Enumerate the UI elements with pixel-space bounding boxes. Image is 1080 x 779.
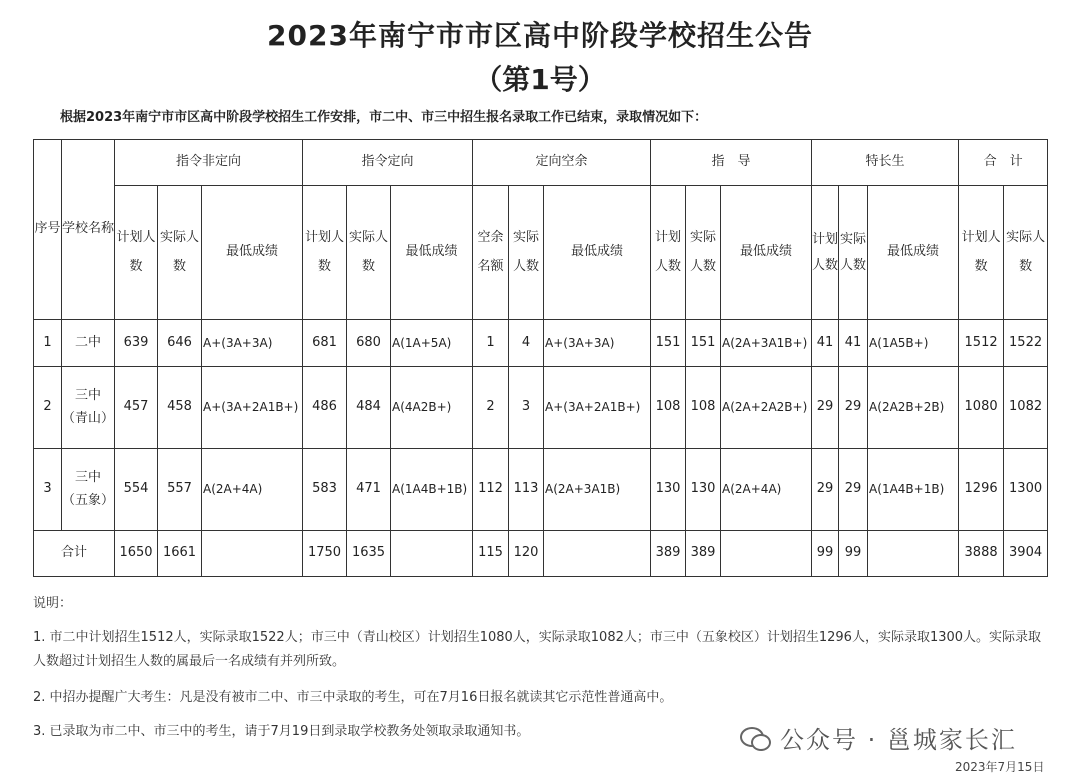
cell-a-min: A(2A+4A) <box>202 449 303 531</box>
cell-school: 二中 <box>62 320 115 367</box>
cell-total-actual: 1522 <box>1004 320 1048 367</box>
page-subtitle: （第1号） <box>474 63 606 96</box>
cell-e-plan: 29 <box>812 449 839 531</box>
cell-d-actual: 108 <box>686 367 721 449</box>
cell-b-min: A(1A4B+1B) <box>391 449 473 531</box>
cell-e-actual: 29 <box>839 449 868 531</box>
cell-e-min: A(1A5B+) <box>868 320 959 367</box>
cell-d-actual: 151 <box>686 320 721 367</box>
subheader-plan: 计划人数 <box>115 186 158 320</box>
cell-d-actual: 389 <box>686 531 721 577</box>
cell-d-plan: 130 <box>651 449 686 531</box>
subheader-actual: 实际人数 <box>509 186 544 320</box>
cell-c-vacancy: 112 <box>473 449 509 531</box>
cell-e-plan: 99 <box>812 531 839 577</box>
cell-c-actual: 3 <box>509 367 544 449</box>
cell-total-actual: 3904 <box>1004 531 1048 577</box>
cell-d-min <box>721 531 812 577</box>
cell-c-min <box>544 531 651 577</box>
subheader-vacancy: 空余名额 <box>473 186 509 320</box>
cell-e-plan: 29 <box>812 367 839 449</box>
notes-heading: 说明： <box>33 596 73 611</box>
cell-a-actual: 458 <box>158 367 202 449</box>
subheader-plan: 计划人数 <box>303 186 347 320</box>
intro-paragraph: 根据2023年南宁市市区高中阶段学校招生工作安排，市二中、市三中招生报名录取工作已结束，录取情况如下： <box>60 110 708 125</box>
cell-b-plan: 583 <box>303 449 347 531</box>
subheader-actual-vertical: 实际人数 <box>839 186 868 320</box>
cell-b-min <box>391 531 473 577</box>
table-row <box>34 320 1048 367</box>
wechat-icon <box>740 725 770 751</box>
cell-d-min: A(2A+4A) <box>721 449 812 531</box>
cell-school <box>62 367 115 449</box>
subheader-actual: 实际人数 <box>347 186 391 320</box>
cell-a-min <box>202 531 303 577</box>
subheader-plan-vertical: 计划人数 <box>812 186 839 320</box>
cell-e-min: A(1A4B+1B) <box>868 449 959 531</box>
cell-c-actual: 113 <box>509 449 544 531</box>
cell-d-plan: 151 <box>651 320 686 367</box>
subheader-actual: 实际人数 <box>686 186 721 320</box>
cell-b-actual: 1635 <box>347 531 391 577</box>
cell-e-plan: 41 <box>812 320 839 367</box>
cell-total-plan: 1512 <box>959 320 1004 367</box>
cell-total-plan: 3888 <box>959 531 1004 577</box>
cell-a-actual: 1661 <box>158 531 202 577</box>
school-campus: （五象） <box>62 492 115 508</box>
cell-d-min: A(2A+2A2B+) <box>721 367 812 449</box>
cell-c-min: A+(3A+3A) <box>544 320 651 367</box>
subheader-min: 最低成绩 <box>391 186 473 320</box>
cell-d-min: A(2A+3A1B+) <box>721 320 812 367</box>
cell-b-plan: 1750 <box>303 531 347 577</box>
header-seq: 序号 <box>34 140 62 320</box>
cell-c-min: A(2A+3A1B) <box>544 449 651 531</box>
header-group-c: 定向空余 <box>473 140 651 186</box>
cell-e-actual: 41 <box>839 320 868 367</box>
cell-total-plan: 1296 <box>959 449 1004 531</box>
cell-a-actual: 557 <box>158 449 202 531</box>
header-school: 学校名称 <box>62 140 115 320</box>
cell-c-actual: 4 <box>509 320 544 367</box>
cell-a-min: A+(3A+3A) <box>202 320 303 367</box>
cell-b-actual: 680 <box>347 320 391 367</box>
cell-d-actual: 130 <box>686 449 721 531</box>
cell-b-actual: 484 <box>347 367 391 449</box>
subheader-actual: 实际人数 <box>158 186 202 320</box>
cell-total-plan: 1080 <box>959 367 1004 449</box>
subheader-plan: 计划人数 <box>651 186 686 320</box>
watermark-text: 公众号 · 邕城家长汇 <box>780 726 1017 754</box>
header-group-d: 指 导 <box>651 140 812 186</box>
table-subheader-row <box>34 186 1048 320</box>
note-2: 2. 中招办提醒广大考生：凡是没有被市二中、市三中录取的考生，可在7月16日报名就读其它示范性普通高中。 <box>33 690 673 705</box>
subheader-actual-total: 实际人数 <box>1004 186 1048 320</box>
cell-seq: 1 <box>34 320 62 367</box>
note-1: 1. 市二中计划招生1512人，实际录取1522人；市三中（青山校区）计划招生1080人，实际录取1082人；市三中（五象校区）计划招生1296人，实际录取1300人。实际录取人数超过计划招生人数的属最后一名成绩有并列所致。 <box>33 630 1042 669</box>
cell-a-actual: 646 <box>158 320 202 367</box>
page-title: 2023年南宁市市区高中阶段学校招生公告 <box>267 19 813 52</box>
cell-a-plan: 457 <box>115 367 158 449</box>
publish-date: 2023年7月15日 <box>955 760 1045 774</box>
school-name: 三中 <box>74 388 101 404</box>
subheader-min: 最低成绩 <box>868 186 959 320</box>
cell-e-min: A(2A2B+2B) <box>868 367 959 449</box>
cell-d-plan: 108 <box>651 367 686 449</box>
table-row <box>34 367 1048 449</box>
cell-c-vacancy: 2 <box>473 367 509 449</box>
table-total-row <box>34 531 1048 577</box>
watermark <box>740 720 1017 755</box>
cell-b-min: A(4A2B+) <box>391 367 473 449</box>
cell-e-min <box>868 531 959 577</box>
cell-total-label: 合计 <box>34 531 115 577</box>
cell-d-plan: 389 <box>651 531 686 577</box>
cell-e-actual: 29 <box>839 367 868 449</box>
cell-a-plan: 639 <box>115 320 158 367</box>
note-3: 3. 已录取为市二中、市三中的考生，请于7月19日到录取学校教务处领取录取通知书。 <box>33 724 530 739</box>
cell-c-vacancy: 115 <box>473 531 509 577</box>
header-group-b: 指令定向 <box>303 140 473 186</box>
cell-seq: 3 <box>34 449 62 531</box>
cell-b-actual: 471 <box>347 449 391 531</box>
header-group-a: 指令非定向 <box>115 140 303 186</box>
subheader-min: 最低成绩 <box>721 186 812 320</box>
cell-b-plan: 486 <box>303 367 347 449</box>
cell-b-min: A(1A+5A) <box>391 320 473 367</box>
cell-total-actual: 1082 <box>1004 367 1048 449</box>
cell-a-plan: 554 <box>115 449 158 531</box>
school-name: 三中 <box>74 470 101 486</box>
subheader-min: 最低成绩 <box>544 186 651 320</box>
subheader-plan-total: 计划人数 <box>959 186 1004 320</box>
cell-c-actual: 120 <box>509 531 544 577</box>
cell-a-plan: 1650 <box>115 531 158 577</box>
cell-school <box>62 449 115 531</box>
cell-seq: 2 <box>34 367 62 449</box>
cell-e-actual: 99 <box>839 531 868 577</box>
cell-total-actual: 1300 <box>1004 449 1048 531</box>
header-group-e: 特长生 <box>812 140 959 186</box>
cell-c-vacancy: 1 <box>473 320 509 367</box>
admission-table <box>33 139 1048 577</box>
table-header-row <box>34 140 1048 186</box>
cell-a-min: A+(3A+2A1B+) <box>202 367 303 449</box>
subheader-min: 最低成绩 <box>202 186 303 320</box>
cell-c-min: A+(3A+2A1B+) <box>544 367 651 449</box>
table-row <box>34 449 1048 531</box>
cell-b-plan: 681 <box>303 320 347 367</box>
school-campus: （青山） <box>62 410 115 426</box>
header-group-total: 合 计 <box>959 140 1048 186</box>
